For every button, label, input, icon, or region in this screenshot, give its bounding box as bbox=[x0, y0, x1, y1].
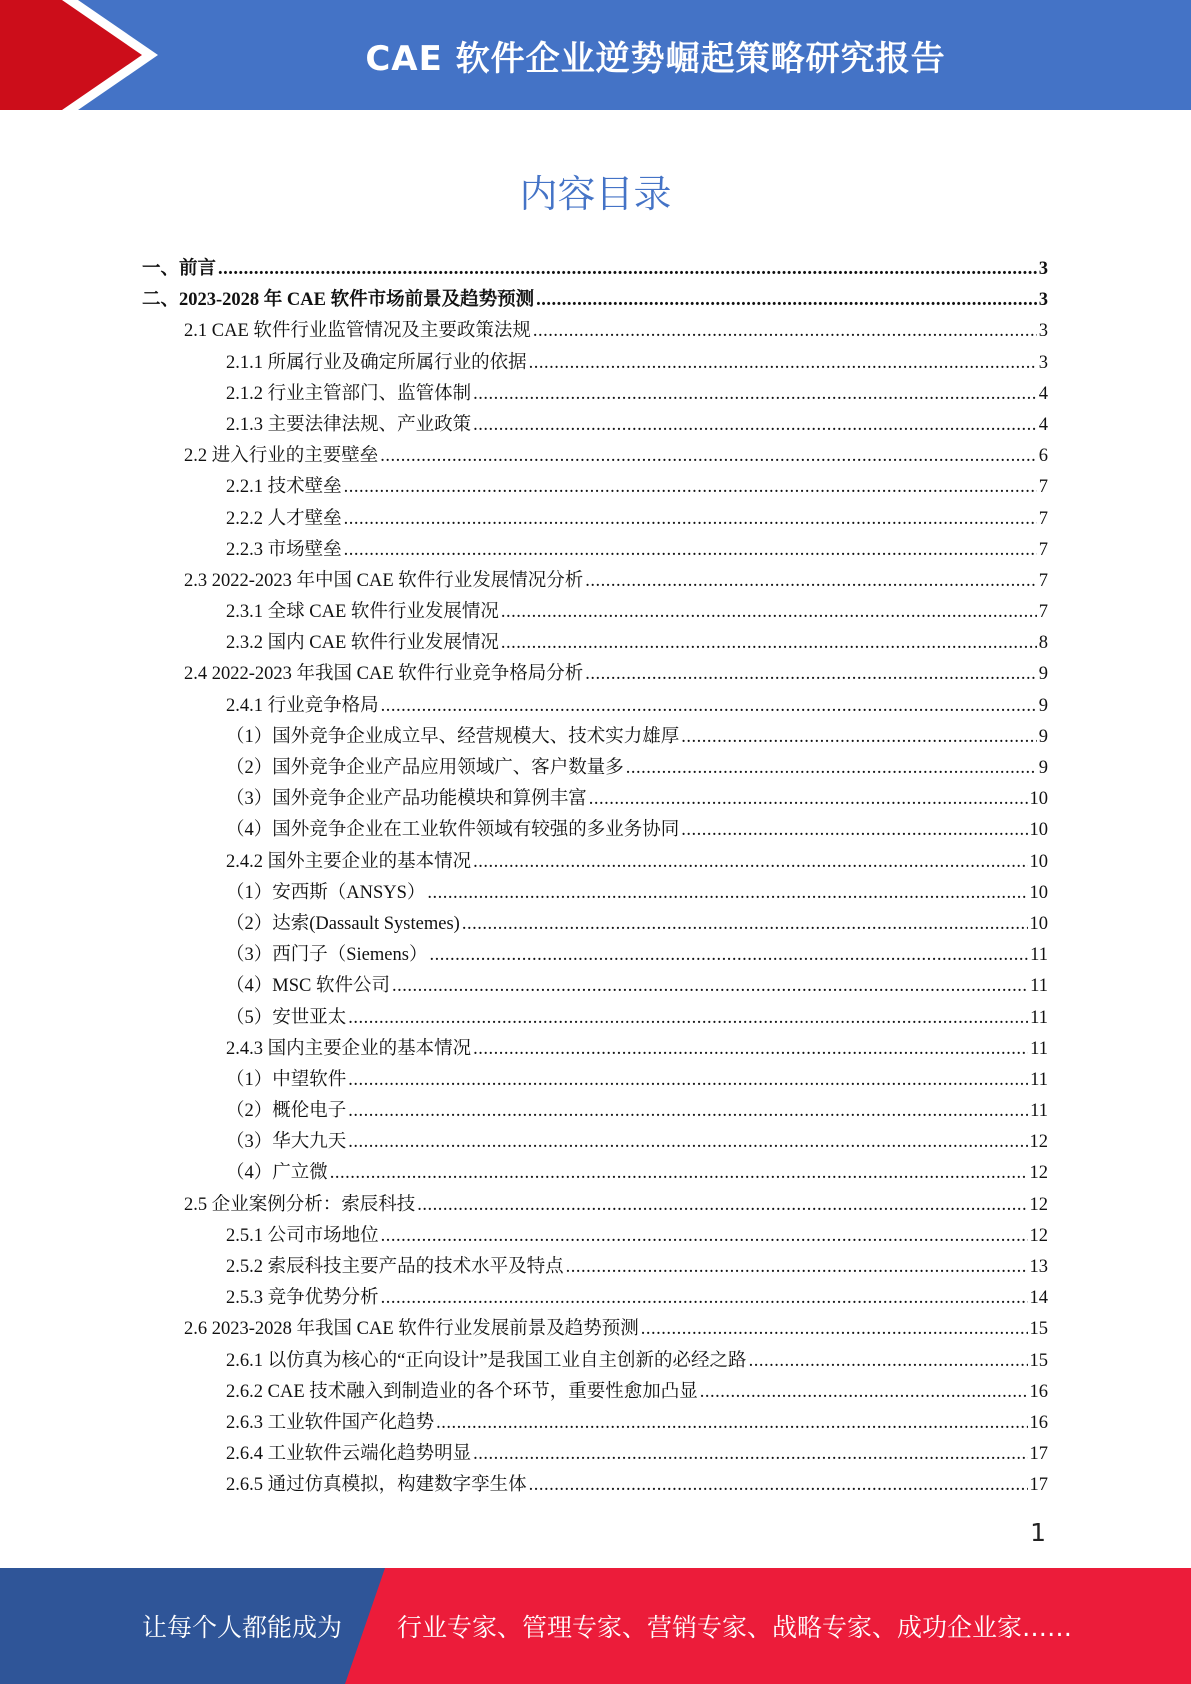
toc-entry-title: 2.4.1 行业竞争格局 bbox=[226, 695, 379, 716]
toc-dot-leader bbox=[589, 789, 1028, 810]
toc-entry-page: 3 bbox=[1038, 290, 1048, 311]
toc-entry-title: 2.5.1 公司市场地位 bbox=[226, 1225, 379, 1246]
toc-entry[interactable] bbox=[142, 722, 1048, 753]
page-footer bbox=[0, 1568, 1191, 1684]
toc-dot-leader bbox=[381, 1288, 1028, 1309]
toc-entry[interactable] bbox=[142, 1190, 1048, 1221]
toc-entry[interactable] bbox=[142, 847, 1048, 878]
toc-entry-page: 3 bbox=[1038, 321, 1048, 342]
toc-dot-leader bbox=[473, 852, 1027, 873]
toc-entry[interactable] bbox=[142, 659, 1048, 690]
toc-entry-page: 8 bbox=[1038, 633, 1048, 654]
toc-entry[interactable] bbox=[142, 472, 1048, 503]
toc-entry[interactable] bbox=[142, 1003, 1048, 1034]
toc-dot-leader bbox=[529, 1475, 1028, 1496]
toc-entry[interactable] bbox=[142, 1470, 1048, 1501]
toc-entry-title: 2.4 2022-2023 年我国 CAE 软件行业竞争格局分析 bbox=[184, 664, 584, 685]
toc-entry[interactable] bbox=[142, 1439, 1048, 1470]
toc-entry-title: （1）中望软件 bbox=[226, 1069, 347, 1090]
toc-entry[interactable] bbox=[142, 1096, 1048, 1127]
toc-entry-page: 9 bbox=[1038, 758, 1048, 778]
toc-entry-page: 11 bbox=[1030, 945, 1048, 966]
toc-entry-page: 3 bbox=[1038, 259, 1048, 279]
toc-entry-page: 9 bbox=[1038, 695, 1048, 716]
toc-entry-page: 12 bbox=[1029, 1194, 1048, 1215]
toc-dot-leader bbox=[473, 384, 1037, 405]
toc-entry[interactable] bbox=[142, 1034, 1048, 1065]
toc-dot-leader bbox=[436, 1413, 1027, 1434]
toc-dot-leader bbox=[344, 509, 1037, 530]
toc-entry[interactable] bbox=[142, 1252, 1048, 1283]
toc-entry-title: （3）西门子（Siemens） bbox=[226, 945, 428, 966]
toc-entry[interactable] bbox=[142, 285, 1048, 316]
toc-entry-page: 17 bbox=[1029, 1475, 1048, 1496]
toc-entry-title: 2.6.1 以仿真为核心的“正向设计”是我国工业自主创新的必经之路 bbox=[226, 1350, 747, 1371]
toc-entry-page: 12 bbox=[1029, 1163, 1048, 1184]
toc-dot-leader bbox=[348, 1008, 1028, 1029]
toc-entry[interactable] bbox=[142, 566, 1048, 597]
toc-title: 内容目录 bbox=[519, 172, 672, 216]
toc-dot-leader bbox=[501, 633, 1037, 654]
toc-entry[interactable] bbox=[142, 379, 1048, 410]
toc-entry[interactable] bbox=[142, 815, 1048, 846]
toc-entry-title: （2）国外竞争企业产品应用领域广、客户数量多 bbox=[226, 758, 624, 778]
toc-entry-title: （1）安西斯（ANSYS） bbox=[226, 882, 426, 903]
toc-entry[interactable] bbox=[142, 1158, 1048, 1189]
toc-dot-leader bbox=[381, 1226, 1028, 1247]
toc-dot-leader bbox=[681, 727, 1036, 748]
toc-entry[interactable] bbox=[142, 1346, 1048, 1377]
toc-entry-title: 2.2.1 技术壁垒 bbox=[226, 477, 342, 498]
toc-entry-page: 11 bbox=[1030, 1038, 1048, 1059]
toc-entry-title: （5）安世亚太 bbox=[226, 1007, 347, 1028]
toc-entry-title: （3）华大九天 bbox=[226, 1132, 347, 1153]
toc-dot-leader bbox=[749, 1351, 1028, 1372]
toc-entry-title: 2.1.2 行业主管部门、监管体制 bbox=[226, 383, 472, 404]
footer-slogan-right: 行业专家、管理专家、营销专家、战略专家、成功企业家…… bbox=[397, 1613, 1073, 1642]
toc-entry[interactable] bbox=[142, 348, 1048, 379]
toc-entry-page: 10 bbox=[1029, 820, 1048, 841]
toc-entry-title: （4）广立微 bbox=[226, 1163, 328, 1184]
toc-dot-leader bbox=[348, 1132, 1027, 1153]
toc-entry-page: 10 bbox=[1029, 882, 1048, 903]
toc-dot-leader bbox=[344, 540, 1037, 561]
toc-entry[interactable] bbox=[142, 691, 1048, 722]
toc-dot-leader bbox=[344, 477, 1037, 498]
toc-dot-leader bbox=[681, 820, 1027, 841]
toc-dot-leader bbox=[501, 602, 1037, 623]
toc-entry-title: （2）达索(Dassault Systemes) bbox=[226, 913, 460, 934]
toc-entry[interactable] bbox=[142, 441, 1048, 472]
toc-entry[interactable] bbox=[142, 1283, 1048, 1314]
toc-entry-title: （4）MSC 软件公司 bbox=[226, 976, 390, 997]
toc-entry-page: 7 bbox=[1038, 477, 1048, 498]
toc-entry[interactable] bbox=[142, 971, 1048, 1002]
toc-dot-leader bbox=[529, 353, 1037, 374]
toc-dot-leader bbox=[392, 976, 1028, 997]
toc-entry[interactable] bbox=[142, 940, 1048, 971]
toc-entry-page: 12 bbox=[1029, 1225, 1048, 1246]
toc-dot-leader bbox=[348, 1070, 1028, 1091]
toc-entry-title: 2.2 进入行业的主要壁垒 bbox=[184, 446, 379, 467]
toc-entry[interactable] bbox=[142, 504, 1048, 535]
toc-entry-title: 一、前言 bbox=[142, 259, 217, 279]
toc-entry-page: 11 bbox=[1030, 1007, 1048, 1028]
toc-entry[interactable] bbox=[142, 410, 1048, 441]
toc-entry[interactable] bbox=[142, 1127, 1048, 1158]
toc-dot-leader bbox=[473, 1039, 1028, 1060]
toc-dot-leader bbox=[380, 446, 1036, 467]
toc-entry-page: 11 bbox=[1030, 1069, 1048, 1090]
toc-entry-title: 2.6.4 工业软件云端化趋势明显 bbox=[226, 1444, 472, 1465]
toc-entry[interactable] bbox=[142, 1408, 1048, 1439]
toc-entry-page: 16 bbox=[1029, 1412, 1048, 1433]
toc-entry-page: 15 bbox=[1029, 1319, 1048, 1340]
toc-entry[interactable] bbox=[142, 254, 1048, 285]
toc-entry-page: 7 bbox=[1038, 508, 1048, 529]
toc-entry-page: 11 bbox=[1030, 976, 1048, 997]
toc-entry-page: 11 bbox=[1030, 1101, 1048, 1122]
toc-entry-page: 13 bbox=[1029, 1257, 1048, 1277]
toc-dot-leader bbox=[585, 571, 1036, 592]
page-number: 1 bbox=[1030, 1518, 1046, 1547]
toc-entry-page: 17 bbox=[1029, 1444, 1048, 1465]
toc-entry-title: 2.2.3 市场壁垒 bbox=[226, 539, 342, 560]
toc-dot-leader bbox=[462, 914, 1028, 935]
toc-entry[interactable] bbox=[142, 316, 1048, 347]
toc-entry-title: 2.5.2 索辰科技主要产品的技术水平及特点 bbox=[226, 1257, 564, 1277]
toc-entry-page: 10 bbox=[1029, 913, 1048, 934]
toc-entry-title: 2.6 2023-2028 年我国 CAE 软件行业发展前景及趋势预测 bbox=[184, 1319, 639, 1340]
toc-dot-leader bbox=[626, 758, 1037, 779]
toc-entry-title: 2.5.3 竞争优势分析 bbox=[226, 1288, 379, 1309]
toc-dot-leader bbox=[427, 883, 1027, 904]
toc-dot-leader bbox=[585, 664, 1036, 685]
toc-entry-page: 14 bbox=[1029, 1288, 1048, 1309]
toc-entry-page: 4 bbox=[1038, 383, 1048, 404]
toc-entry[interactable] bbox=[142, 535, 1048, 566]
toc-dot-leader bbox=[473, 1444, 1027, 1465]
toc-dot-leader bbox=[536, 290, 1037, 311]
footer-slogan-left: 让每个人都能成为 bbox=[142, 1613, 343, 1642]
toc-entry[interactable] bbox=[142, 1314, 1048, 1345]
toc-entry[interactable] bbox=[142, 753, 1048, 784]
toc-entry-title: 2.3 2022-2023 年中国 CAE 软件行业发展情况分析 bbox=[184, 570, 584, 591]
toc-entry-title: （3）国外竞争企业产品功能模块和算例丰富 bbox=[226, 789, 587, 810]
toc-dot-leader bbox=[700, 1382, 1028, 1403]
toc-entry[interactable] bbox=[142, 784, 1048, 815]
toc-entry-page: 10 bbox=[1029, 851, 1048, 872]
toc-entry-title: 2.1.3 主要法律法规、产业政策 bbox=[226, 414, 472, 435]
toc-entry-title: 2.5 企业案例分析：索辰科技 bbox=[184, 1194, 416, 1215]
toc-entry-title: 2.4.3 国内主要企业的基本情况 bbox=[226, 1038, 472, 1059]
toc-entry-title: 2.3.1 全球 CAE 软件行业发展情况 bbox=[226, 602, 499, 623]
toc-entry-page: 4 bbox=[1038, 414, 1048, 435]
toc-entry[interactable] bbox=[142, 878, 1048, 909]
toc-entry-page: 16 bbox=[1029, 1381, 1048, 1402]
toc-entry-title: 2.6.3 工业软件国产化趋势 bbox=[226, 1412, 435, 1433]
toc-entry-page: 7 bbox=[1038, 570, 1048, 591]
toc-entry-title: 2.2.2 人才壁垒 bbox=[226, 508, 342, 529]
toc-entry[interactable] bbox=[142, 1377, 1048, 1408]
toc-entry-page: 7 bbox=[1038, 602, 1048, 623]
toc-entry[interactable] bbox=[142, 1065, 1048, 1096]
toc-dot-leader bbox=[218, 259, 1037, 280]
toc-entry-page: 15 bbox=[1029, 1350, 1048, 1371]
toc-entry-title: 2.1 CAE 软件行业监管情况及主要政策法规 bbox=[184, 321, 531, 342]
toc-entry-title: 2.6.5 通过仿真模拟，构建数字孪生体 bbox=[226, 1475, 527, 1496]
toc-entry-page: 7 bbox=[1038, 539, 1048, 560]
toc-dot-leader bbox=[381, 696, 1037, 717]
toc-entry-title: 2.4.2 国外主要企业的基本情况 bbox=[226, 851, 472, 872]
toc-entry[interactable] bbox=[142, 1221, 1048, 1252]
toc-dot-leader bbox=[641, 1319, 1028, 1340]
toc-entry-title: 2.1.1 所属行业及确定所属行业的依据 bbox=[226, 352, 527, 373]
toc-entry-page: 9 bbox=[1038, 664, 1048, 685]
toc-entry-title: 2.6.2 CAE 技术融入到制造业的各个环节，重要性愈加凸显 bbox=[226, 1381, 698, 1402]
toc-dot-leader bbox=[533, 321, 1037, 342]
table-of-contents bbox=[142, 254, 1048, 1502]
toc-dot-leader bbox=[429, 945, 1028, 966]
toc-entry[interactable] bbox=[142, 597, 1048, 628]
header-title: CAE 软件企业逆势崛起策略研究报告 bbox=[365, 38, 946, 79]
toc-dot-leader bbox=[417, 1195, 1027, 1216]
toc-dot-leader bbox=[330, 1163, 1028, 1184]
toc-entry-title: （4）国外竞争企业在工业软件领域有较强的多业务协同 bbox=[226, 820, 680, 841]
toc-dot-leader bbox=[473, 415, 1037, 436]
toc-entry[interactable] bbox=[142, 628, 1048, 659]
toc-entry-page: 9 bbox=[1038, 726, 1048, 747]
toc-entry-title: 2.3.2 国内 CAE 软件行业发展情况 bbox=[226, 633, 499, 654]
toc-entry-page: 3 bbox=[1038, 352, 1048, 373]
toc-entry-page: 12 bbox=[1029, 1132, 1048, 1153]
toc-entry-title: （2）概伦电子 bbox=[226, 1101, 347, 1122]
toc-entry-title: 二、2023-2028 年 CAE 软件市场前景及趋势预测 bbox=[142, 290, 535, 311]
toc-entry[interactable] bbox=[142, 909, 1048, 940]
toc-entry-page: 10 bbox=[1029, 789, 1048, 810]
toc-dot-leader bbox=[566, 1257, 1028, 1278]
page-header bbox=[0, 0, 1191, 110]
toc-entry-page: 6 bbox=[1038, 446, 1048, 467]
toc-dot-leader bbox=[348, 1101, 1028, 1122]
toc-entry-title: （1）国外竞争企业成立早、经营规模大、技术实力雄厚 bbox=[226, 726, 680, 747]
